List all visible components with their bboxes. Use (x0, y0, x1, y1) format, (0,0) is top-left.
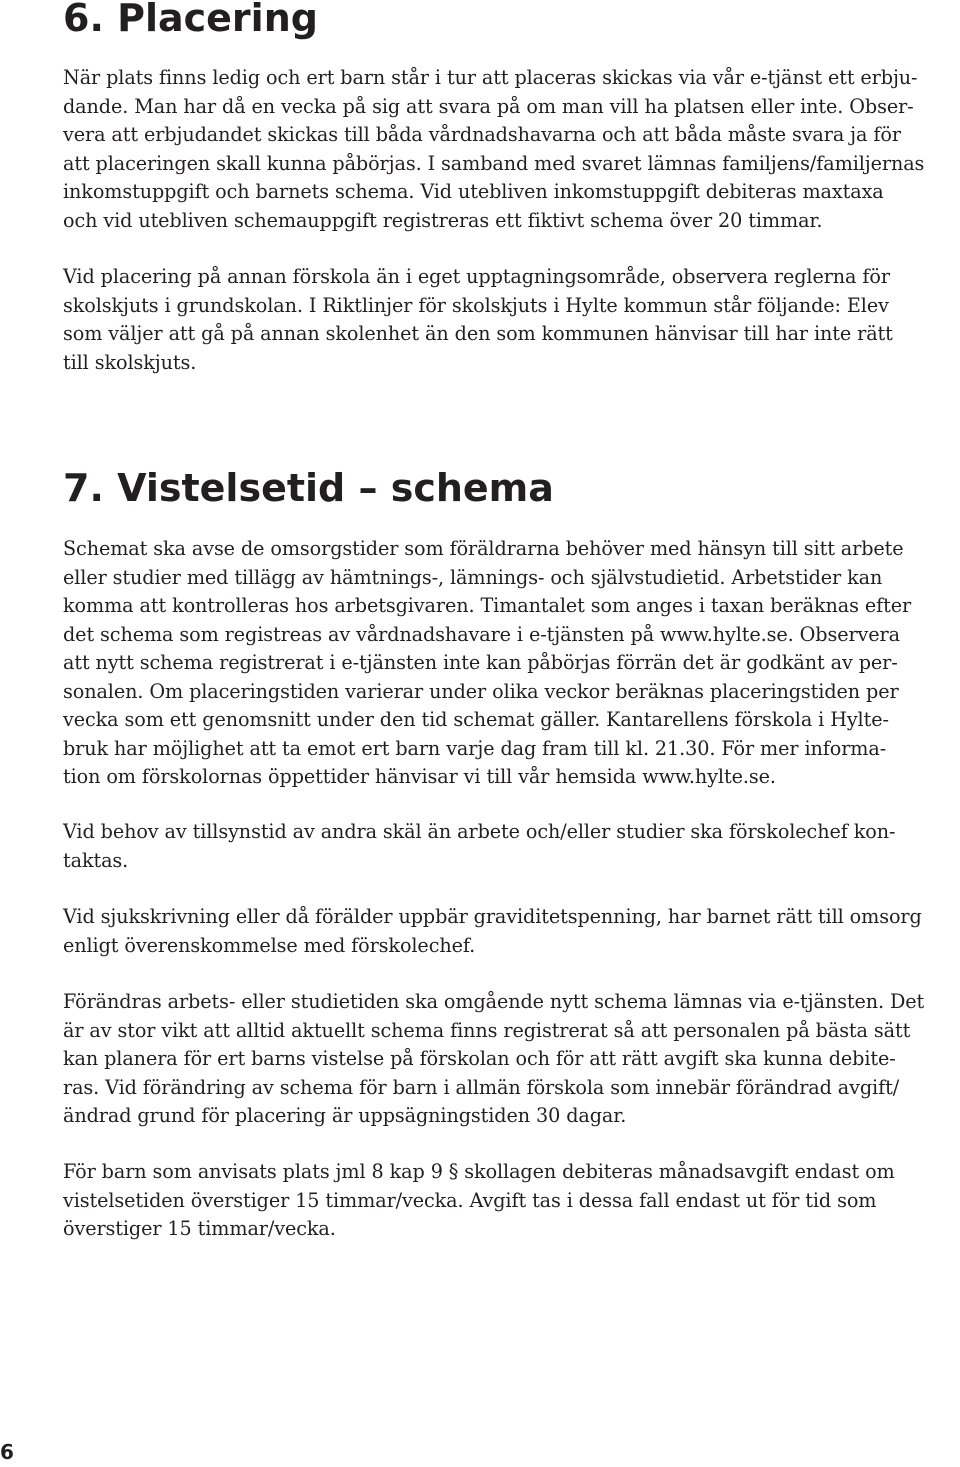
text-line: Vid sjukskrivning eller då förälder uppbär graviditetspenning, har barnet rätt till omsorg (63, 905, 922, 928)
text-line: och vid utebliven schemauppgift registreras ett fiktivt schema över 20 timmar. (63, 208, 823, 232)
text-line: överstiger 15 timmar/vecka. (63, 1217, 336, 1240)
text-line: det schema som registreas av vårdnadshavare i e-tjänsten på www.hylte.se. Observera (63, 622, 900, 646)
text-line: Förändras arbets- eller studietiden ska omgående nytt schema lämnas via e-tjänsten. Det (63, 990, 925, 1013)
text-line: eller studier med tillägg av hämtnings-, lämnings- och självstudietid. Arbetstider kan (63, 565, 883, 589)
text-line: enligt överenskommelse med förskolechef. (63, 933, 476, 957)
text-line: vistelsetiden överstiger 15 timmar/vecka. Avgift tas i dessa fall endast ut för tid som (63, 1188, 877, 1212)
section-7-heading: 7. Vistelsetid – schema (63, 466, 554, 510)
text-line: sonalen. Om placeringstiden varierar under olika veckor beräknas placeringstiden per (63, 679, 899, 703)
text-line: tion om förskolornas öppettider hänvisar vi till vår hemsida www.hylte.se. (63, 765, 776, 788)
text-line: att nytt schema registrerat i e-tjänsten inte kan påbörjas förrän det är godkänt av per- (63, 651, 898, 674)
text-line: att placeringen skall kunna påbörjas. I samband med svaret lämnas familjens/familjernas (63, 151, 925, 175)
text-line: komma att kontrolleras hos arbetsgivaren. Timantalet som anges i taxan beräknas efter (63, 594, 912, 617)
text-line: vecka som ett genomsnitt under den tid schemat gäller. Kantarellens förskola i Hylte- (63, 708, 889, 731)
section-6-paragraph-2 (63, 263, 958, 377)
text-line: kan planera för ert barns vistelse på förskolan och för att rätt avgift ska kunna debite- (63, 1047, 896, 1070)
text-line: För barn som anvisats plats jml 8 kap 9 § skollagen debiteras månadsavgift endast om (63, 1160, 895, 1183)
text-line: taktas. (63, 848, 129, 872)
text-line: är av stor vikt att alltid aktuellt schema finns registrerat så att personalen på bästa sätt (63, 1018, 911, 1042)
text-line: skolskjuts i grundskolan. I Riktlinjer för skolskjuts i Hylte kommun står följande: Elev (63, 293, 889, 317)
text-line: Vid behov av tillsynstid av andra skäl än arbete och/eller studier ska förskolechef kon- (63, 820, 896, 843)
text-line: Schemat ska avse de omsorgstider som föräldrarna behöver med hänsyn till sitt arbete (63, 537, 904, 560)
text-line: inkomstuppgift och barnets schema. Vid utebliven inkomstuppgift debiteras maxtaxa (63, 180, 884, 203)
text-line: dande. Man har då en vecka på sig att svara på om man vill ha platsen eller inte. Obser- (63, 94, 914, 118)
text-line: till skolskjuts. (63, 350, 197, 374)
section-7-paragraph-2 (63, 818, 958, 875)
section-7-paragraph-4 (63, 988, 958, 1131)
text-line: ändrad grund för placering är uppsägningstiden 30 dagar. (63, 1104, 627, 1127)
section-6-heading: 6. Placering (63, 0, 318, 40)
section-7-paragraph-5 (63, 1158, 958, 1244)
text-line: som väljer att gå på annan skolenhet än den som kommunen hänvisar till har inte rätt (63, 322, 893, 345)
text-line: Vid placering på annan förskola än i eget upptagningsområde, observera reglerna för (63, 265, 890, 288)
text-line: bruk har möjlighet att ta emot ert barn varje dag fram till kl. 21.30. För mer informa- (63, 736, 887, 760)
section-7-paragraph-1 (63, 535, 958, 792)
text-line: vera att erbjudandet skickas till båda vårdnadshavarna och att båda måste svara ja för (63, 123, 901, 146)
page-number: 6 (0, 1440, 14, 1464)
section-7-paragraph-3 (63, 903, 958, 960)
text-line: När plats finns ledig och ert barn står i tur att placeras skickas via vår e-tjänst ett erbju- (63, 66, 918, 89)
section-6-paragraph-1 (63, 64, 958, 235)
text-line: ras. Vid förändring av schema för barn i allmän förskola som innebär förändrad avgift/ (63, 1075, 900, 1099)
